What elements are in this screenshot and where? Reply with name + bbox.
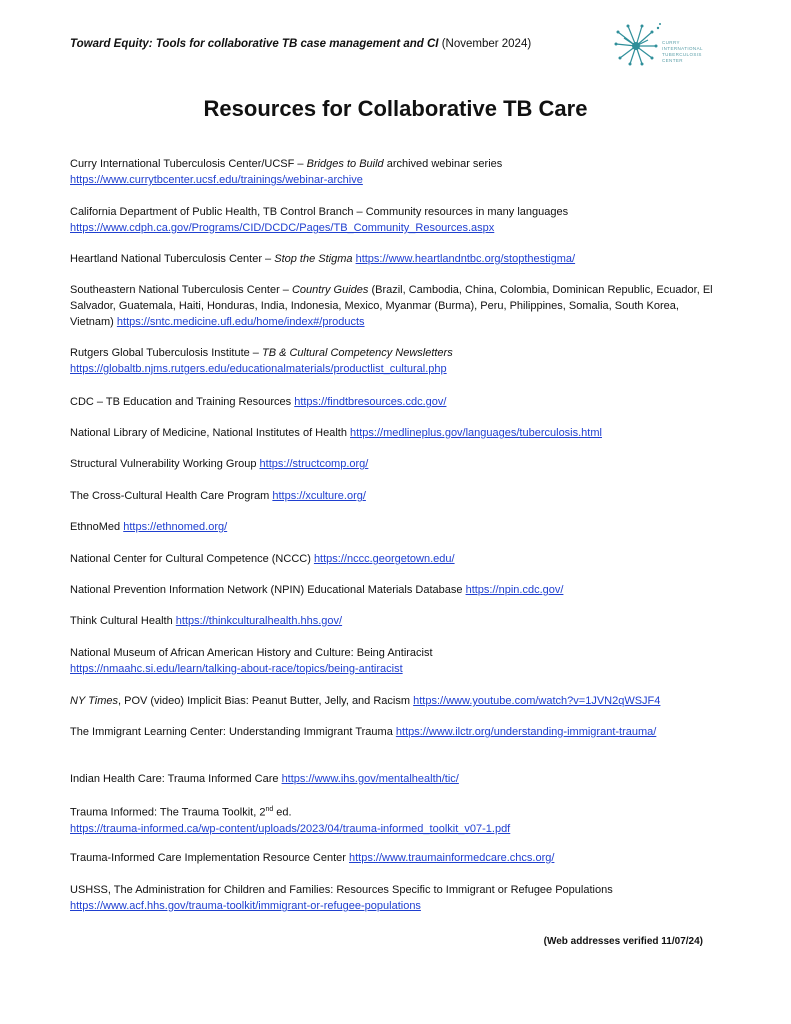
ordinal-suffix: nd <box>265 806 274 813</box>
header-date: (November 2024) <box>438 38 532 50</box>
resource-link[interactable]: https://www.ilctr.org/understanding-immigrant-trauma/ <box>395 726 657 738</box>
resource-entry <box>70 882 720 914</box>
resource-link[interactable]: https://npin.cdc.gov/ <box>465 584 564 596</box>
resource-entry <box>70 850 720 866</box>
resource-link[interactable]: https://www.currytbcenter.ucsf.edu/trainings/webinar-archive <box>70 174 363 186</box>
resource-name: Southeastern National Tuberculosis Center – <box>70 284 292 296</box>
resource-link[interactable]: https://ethnomed.org/ <box>123 521 228 533</box>
resource-entry <box>70 771 720 787</box>
resource-link[interactable]: https://xculture.org/ <box>272 490 366 502</box>
resource-link[interactable]: https://structcomp.org/ <box>259 458 369 470</box>
resource-detail: (Brazil, Cambodia, China, Colombia, Dominican Republic, Ecuador, El Salvador, Guatemala, Haiti, Honduras, India, Indonesia, Mexico, Myanmar (Burma), Peru, Philippines, Somalia, South Korea, Vietnam) <box>70 284 713 328</box>
resource-link[interactable]: https://www.heartlandntbc.org/stopthestigma/ <box>355 253 576 265</box>
resource-link[interactable]: https://thinkculturalhealth.hhs.gov/ <box>175 615 343 627</box>
resource-link[interactable]: https://sntc.medicine.ufl.edu/home/index#/products <box>116 316 365 328</box>
resource-name: Rutgers Global Tuberculosis Institute – <box>70 347 262 359</box>
curry-center-logo <box>612 20 712 70</box>
resource-entry <box>70 613 720 629</box>
resource-detail: archived webinar series <box>383 158 503 170</box>
resource-entry <box>70 204 720 236</box>
resource-name: National Museum of African American History and Culture: Being Antiracist <box>70 647 433 659</box>
resource-entry <box>70 582 720 598</box>
resource-link[interactable]: https://globaltb.njms.rutgers.edu/educationalmaterials/productlist_cultural.php <box>70 363 447 375</box>
resource-entry <box>70 551 720 567</box>
resource-detail: ed. <box>273 806 292 819</box>
resource-title: Stop the Stigma <box>274 253 353 265</box>
resource-link[interactable]: https://findtbresources.cdc.gov/ <box>294 396 447 408</box>
resource-entry <box>70 519 720 535</box>
resource-name: EthnoMed <box>70 521 121 533</box>
resource-name: Trauma-Informed Care Implementation Resource Center <box>70 852 346 864</box>
resource-link[interactable]: https://www.youtube.com/watch?v=1JVN2qWSJF4 <box>413 695 661 707</box>
resource-entry <box>70 282 720 330</box>
resource-name: National Prevention Information Network (NPIN) Educational Materials Database <box>70 584 463 596</box>
resource-entry <box>70 156 720 188</box>
resource-title: TB & Cultural Competency Newsletters <box>261 347 453 359</box>
resource-name: Trauma Informed: The Trauma Toolkit, 2 <box>70 806 266 819</box>
logo-burst-icon <box>612 20 662 68</box>
resource-name: Think Cultural Health <box>70 615 173 627</box>
logo-text-line: CENTER <box>662 58 683 63</box>
resource-name: The Cross-Cultural Health Care Program <box>70 490 270 502</box>
resource-link[interactable]: https://www.cdph.ca.gov/Programs/CID/DCDC/Pages/TB_Community_Resources.aspx <box>70 222 495 234</box>
running-header <box>70 38 531 50</box>
resource-entry <box>70 693 720 709</box>
resource-link[interactable]: https://www.ihs.gov/mentalhealth/tic/ <box>281 773 459 785</box>
resource-link[interactable]: https://medlineplus.gov/languages/tuberculosis.html <box>350 427 602 439</box>
logo-text-line: INTERNATIONAL <box>662 46 703 51</box>
verification-note: (Web addresses verified 11/07/24) <box>543 936 703 947</box>
resource-entry <box>70 645 720 677</box>
resource-detail: , POV (video) Implicit Bias: Peanut Butter, Jelly, and Racism <box>118 695 411 707</box>
page-title: Resources for Collaborative TB Care <box>203 96 588 121</box>
resource-name: National Center for Cultural Competence (NCCC) <box>70 553 311 565</box>
resource-link[interactable]: https://nccc.georgetown.edu/ <box>313 553 455 565</box>
resource-entry <box>70 425 720 441</box>
logo-text-line: TUBERCULOSIS <box>662 52 702 57</box>
resource-name: CDC – TB Education and Training Resources <box>70 396 292 408</box>
resource-name: Heartland National Tuberculosis Center – <box>70 253 275 265</box>
logo-text-line: CURRY <box>662 40 680 45</box>
resource-name: Curry International Tuberculosis Center/UCSF – <box>70 158 307 170</box>
resource-link[interactable]: https://trauma-informed.ca/wp-content/uploads/2023/04/trauma-informed_toolkit_v07-1.pdf <box>70 822 511 835</box>
resource-title: Country Guides <box>291 284 369 296</box>
resource-link[interactable]: https://www.acf.hhs.gov/trauma-toolkit/immigrant-or-refugee-populations <box>70 900 421 912</box>
resource-name: California Department of Public Health, TB Control Branch – Community resources in many languages <box>70 206 569 218</box>
resource-link[interactable]: https://nmaahc.si.edu/learn/talking-about-race/topics/being-antiracist <box>70 663 403 675</box>
resource-link[interactable]: https://www.traumainformedcare.chcs.org/ <box>349 852 555 864</box>
resource-name: USHSS, The Administration for Children and Families: Resources Specific to Immigrant or Refugee Populations <box>70 884 613 896</box>
resource-entry <box>70 724 720 740</box>
resource-name: The Immigrant Learning Center: Understanding Immigrant Trauma <box>70 726 393 738</box>
resource-name: Indian Health Care: Trauma Informed Care <box>70 773 279 785</box>
resource-title: NY Times <box>70 695 118 707</box>
resource-entry <box>70 802 720 837</box>
resource-entry <box>70 488 720 504</box>
resource-entry <box>70 251 720 267</box>
resource-title: Bridges to Build <box>306 158 384 170</box>
resource-entry <box>70 394 720 410</box>
resource-entry <box>70 456 720 472</box>
resource-name: National Library of Medicine, National Institutes of Health <box>70 427 347 439</box>
resource-entry <box>70 345 720 377</box>
resource-name: Structural Vulnerability Working Group <box>70 458 257 470</box>
header-title: Toward Equity: Tools for collaborative TB case management and CI <box>70 38 439 50</box>
